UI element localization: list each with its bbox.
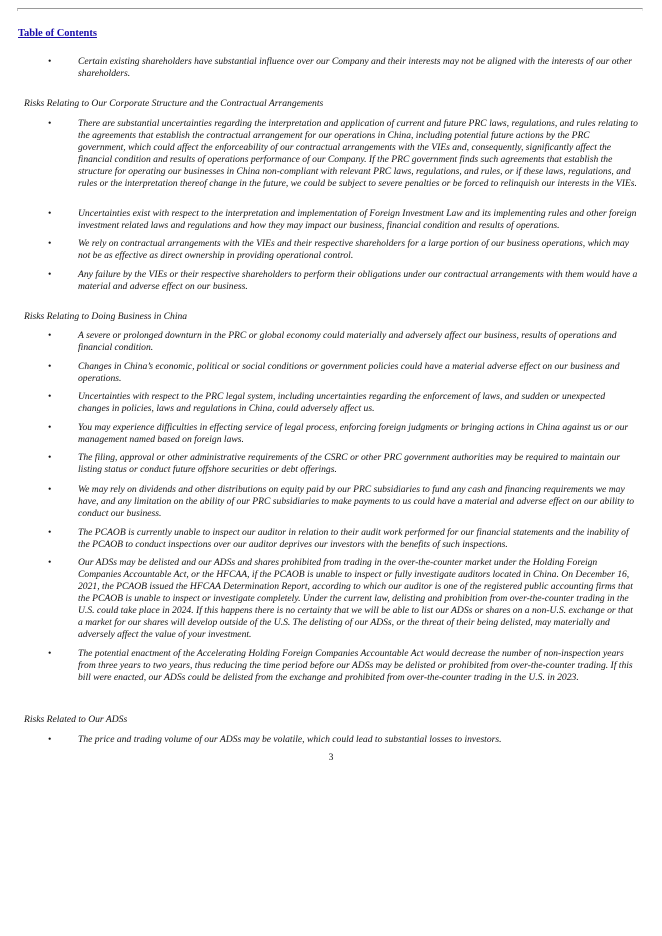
page-number: 3 bbox=[328, 752, 334, 763]
bullet-icon: • bbox=[48, 422, 52, 433]
bullet-icon: • bbox=[48, 56, 52, 67]
bullet-icon: • bbox=[48, 452, 52, 463]
risk-item: We rely on contractual arrangements with the VIEs and their respective shareholders for a large portion of our business operations, which may not be as effective as direct ownership in providing operational control. bbox=[78, 238, 629, 261]
risk-item: The price and trading volume of our ADSs may be volatile, which could lead to substantial losses to investors. bbox=[78, 734, 502, 745]
bullet-icon: • bbox=[48, 648, 52, 659]
bullet-icon: • bbox=[48, 391, 52, 402]
section-heading-doing-business-china: Risks Relating to Doing Business in China bbox=[24, 311, 188, 322]
risk-item: You may experience difficulties in effecting service of legal process, enforcing foreign judgments or bringing actions in China against us or our management named based on foreign laws. bbox=[78, 422, 629, 445]
risk-item: Changes in China’s economic, political or social conditions or government policies could have a material adverse effect on our business and operations. bbox=[78, 361, 620, 384]
risk-item: The potential enactment of the Accelerating Holding Foreign Companies Accountable Act would decrease the number of non-inspection years from three years to two years, thus reducing the time period before our ADSs may be delisted or prohibited from over-the-counter trading. If this bill were enacted, our ADSs could be delisted from the exchange and prohibited from over-the-counter trading in the U.S. in 2023. bbox=[78, 648, 633, 683]
section-heading-corporate-structure: Risks Relating to Our Corporate Structure and the Contractual Arrangements bbox=[24, 98, 324, 109]
bullet-icon: • bbox=[48, 238, 52, 249]
bullet-icon: • bbox=[48, 527, 52, 538]
bullet-icon: • bbox=[48, 361, 52, 372]
table-of-contents-link[interactable]: Table of Contents bbox=[18, 28, 97, 39]
bullet-icon: • bbox=[48, 557, 52, 568]
risk-item: Our ADSs may be delisted and our ADSs and shares prohibited from trading in the over-the-counter market under the Holding Foreign Companies Accountable Act, or the HFCAA, if the PCAOB is unable to inspect or fully investigate auditors located in China. On December 16, 2021, the PCAOB issued the HFCAA Determination Report, according to which our auditor is one of the registered public accounting firms that the PCAOB is unable to inspect or investigate completely. Under the current law, delisting and prohibition from over-the-counter trading in the U.S. could take place in 2024. If this happens there is no certainty that we will be able to list our ADSs or shares on a non-U.S. exchange or that a market for our shares will develop outside of the U.S. The delisting of our ADSs, or the threat of their being delisted, may materially and adversely affect the value of your investment. bbox=[78, 557, 633, 640]
bullet-icon: • bbox=[48, 269, 52, 280]
risk-item: We may rely on dividends and other distributions on equity paid by our PRC subsidiaries to fund any cash and financing requirements we may have, and any limitation on the ability of our PRC subsidiaries to make payments to us could have a material and adverse effect on our ability to conduct our business. bbox=[78, 484, 635, 519]
bullet-icon: • bbox=[48, 484, 52, 495]
risk-item: The filing, approval or other administrative requirements of the CSRC or other PRC government authorities may be required to maintain our listing status or conduct future offshore securities or debt offerings. bbox=[78, 452, 621, 475]
risk-item: The PCAOB is currently unable to inspect our auditor in relation to their audit work performed for our financial statements and the inability of the PCAOB to conduct inspections over our auditor deprives our investors with the benefits of such inspections. bbox=[78, 527, 629, 550]
risk-item: Uncertainties with respect to the PRC legal system, including uncertainties regarding the enforcement of laws, and sudden or unexpected changes in policies, laws and regulations in China, could adversely affect us. bbox=[78, 391, 606, 414]
bullet-icon: • bbox=[48, 208, 52, 219]
bullet-icon: • bbox=[48, 330, 52, 341]
risk-item: A severe or prolonged downturn in the PRC or global economy could materially and adversely affect our business, results of operations and financial condition. bbox=[78, 330, 617, 353]
section-heading-adss: Risks Related to Our ADSs bbox=[24, 714, 128, 725]
top-divider bbox=[17, 8, 643, 11]
risk-item: There are substantial uncertainties regarding the interpretation and application of current and future PRC laws, regulations, and rules relating to the agreements that establish the contractual arrangement for our operations in China, including potential future actions by the PRC government, which could affect the enforceability of our contractual arrangements with the VIEs and, consequently, significantly affect the financial condition and results of operations performance of our Company. If the PRC government finds such agreements that establish the structure for operating our businesses in China non-compliant with relevant PRC laws, regulations, and rules, or if these laws, regulations, and rules or the interpretation thereof change in the future, we could be subject to severe penalties or be forced to relinquish our interests in the VIEs. bbox=[78, 118, 638, 189]
bullet-icon: • bbox=[48, 118, 52, 129]
risk-item: Certain existing shareholders have substantial influence over our Company and their interests may not be aligned with the interests of our other shareholders. bbox=[78, 56, 632, 79]
risk-item: Uncertainties exist with respect to the interpretation and implementation of Foreign Investment Law and its implementing rules and other foreign investment related laws and regulations and how they may impact our business, financial condition and results of operations. bbox=[78, 208, 637, 231]
bullet-icon: • bbox=[48, 734, 52, 745]
risk-item: Any failure by the VIEs or their respective shareholders to perform their obligations under our contractual arrangements with them would have a material and adverse effect on our business. bbox=[78, 269, 638, 292]
